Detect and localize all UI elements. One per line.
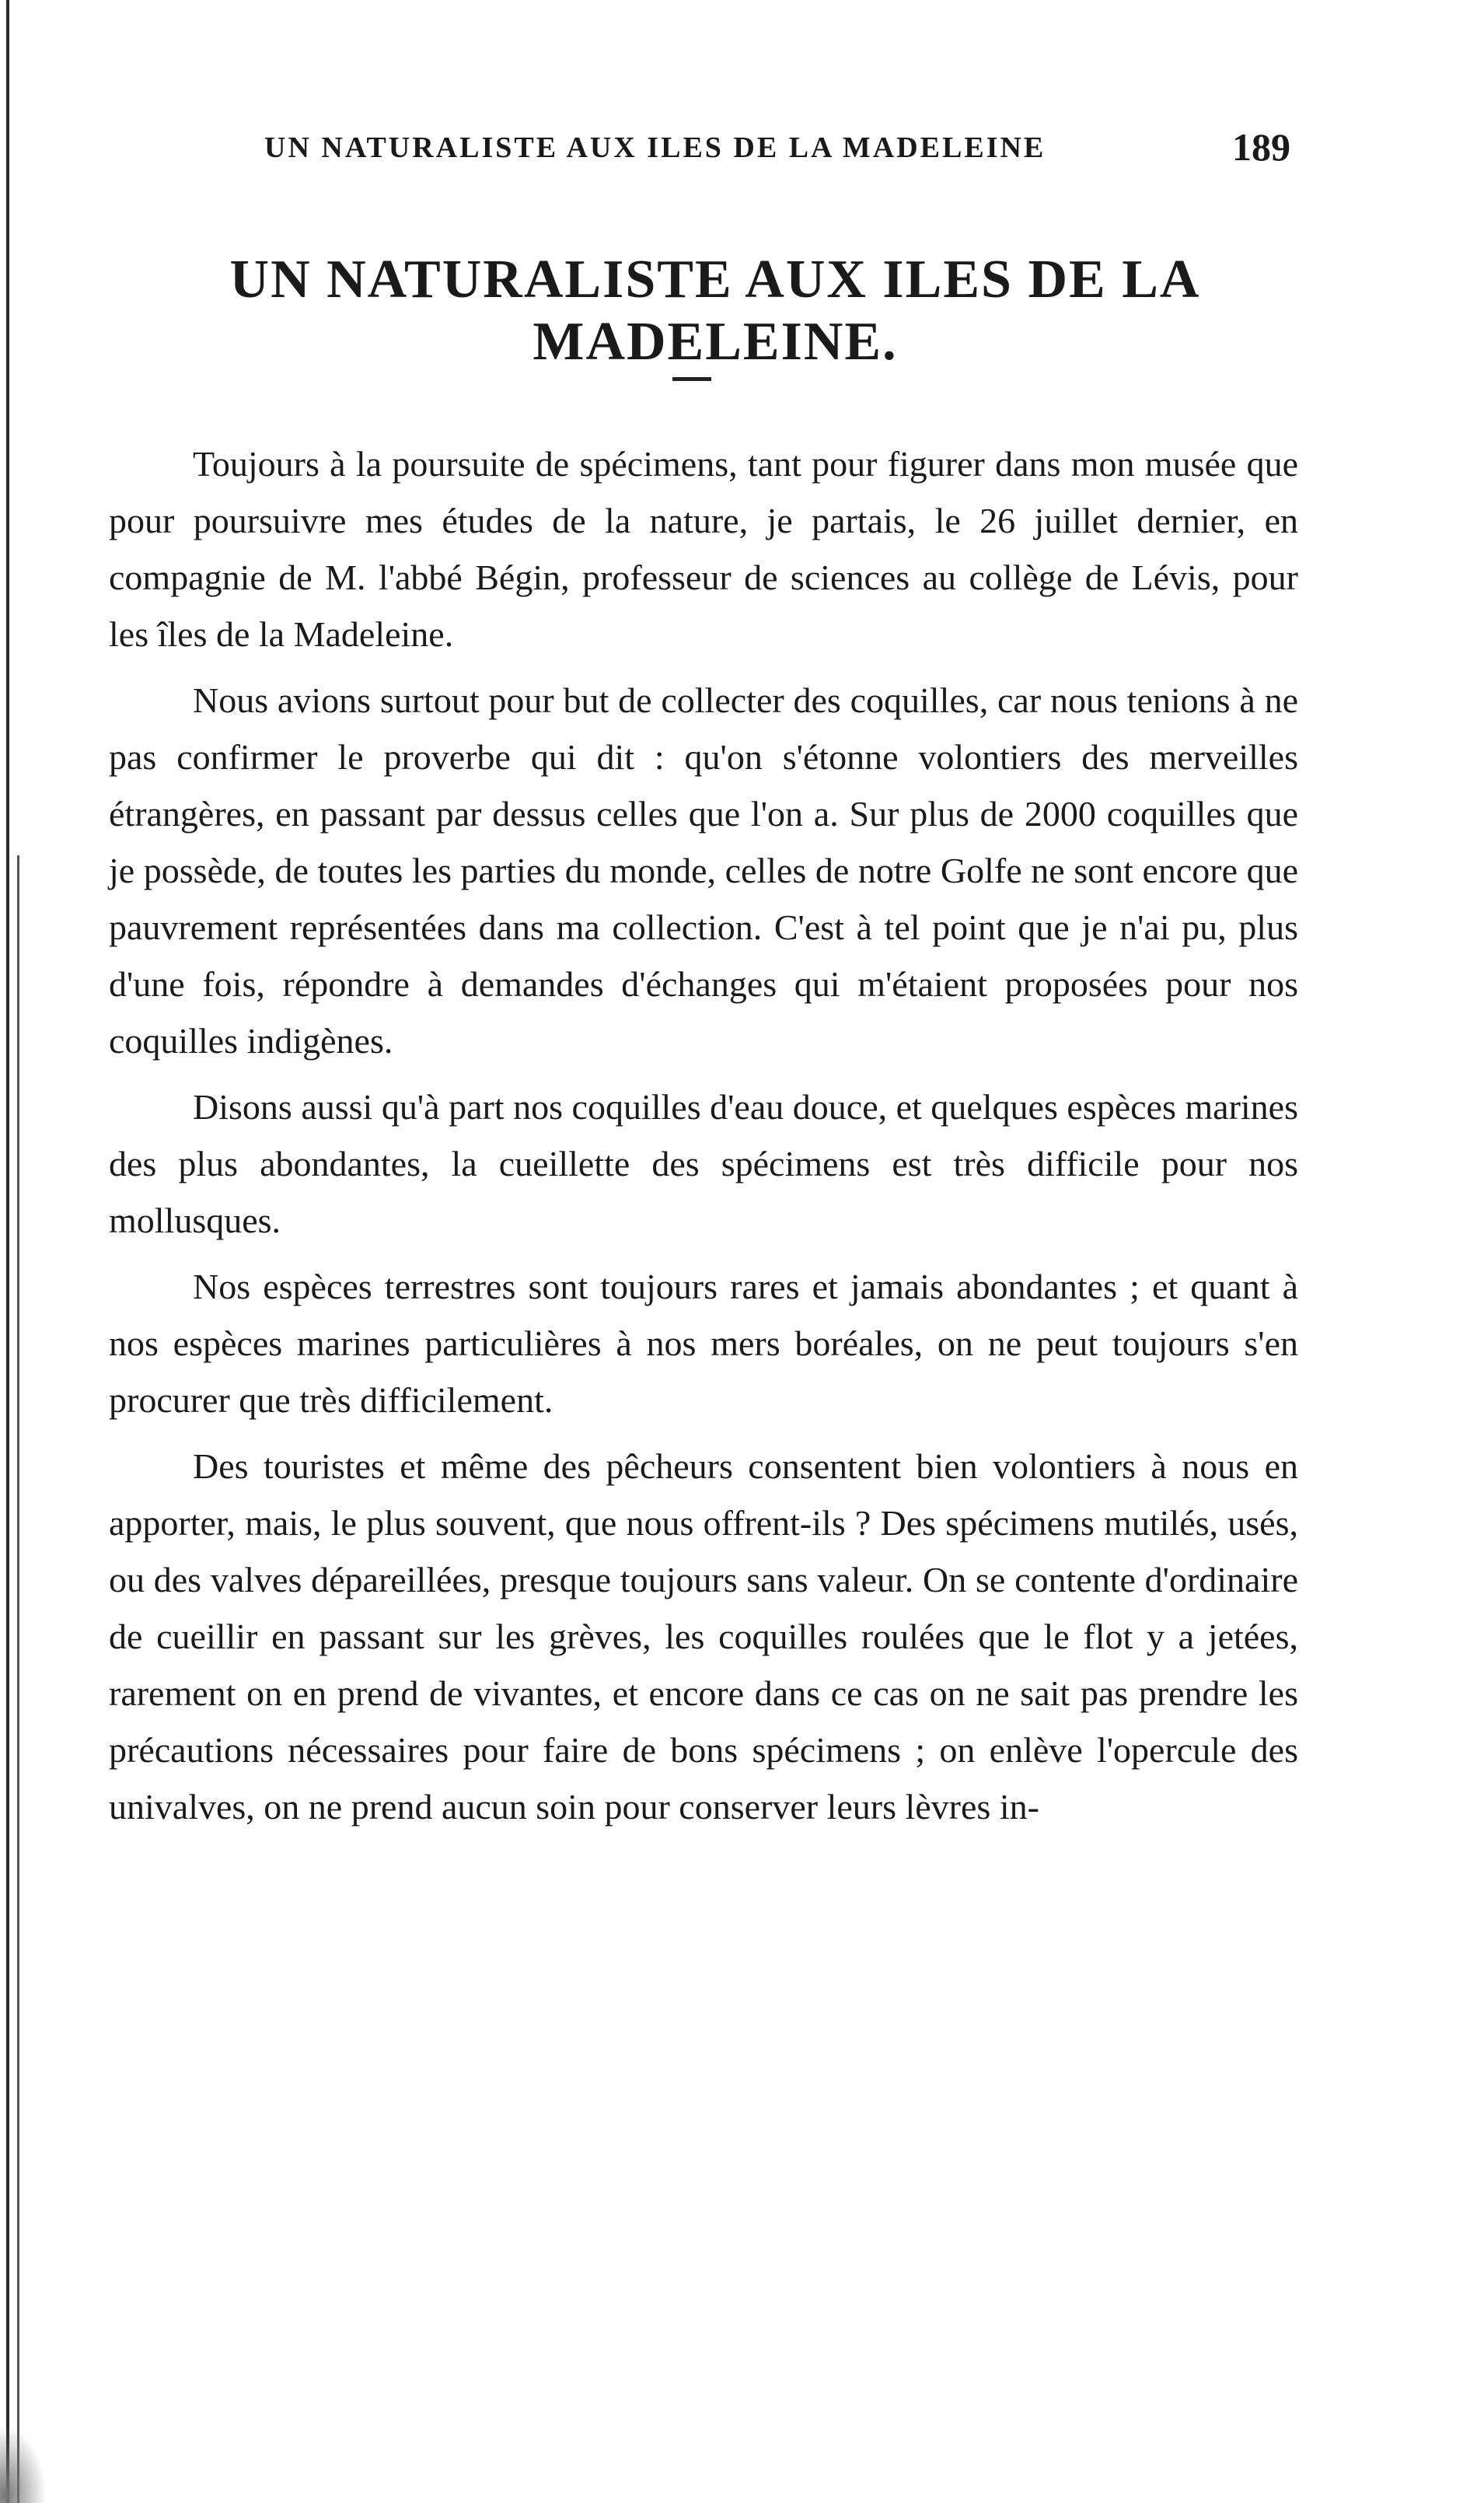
paragraph-3: Disons aussi qu'à part nos coquilles d'eau douce, et quelques espèces marines des plus abondantes, la cueillette des spécimens est très difficile pour nos mollusques. [109,1087,1298,1240]
page-binding-edge [6,0,9,2503]
paragraph-2: Nous avions surtout pour but de collecter des coquilles, car nous tenions à ne pas confirmer le proverbe qui dit : qu'on s'étonne volontiers des merveilles étrangères, en passant par dessus celles que l'on a. Sur plus de 2000 coquilles que je possède, de toutes les parties du monde, celles de notre Golfe ne sont encore que pauvrement représentées dans ma collection. C'est à tel point que je n'ai pu, plus d'une fois, répondre à demandes d'échanges qui m'étaient proposées pour nos coquilles indigènes. [109,680,1298,1061]
paragraph-5: Des touristes et même des pêcheurs consentent bien volontiers à nous en apporter, mais, le plus souvent, que nous offrent-ils ? Des spécimens mutilés, usés, ou des valves dépareillées, presque toujours sans valeur. On se contente d'ordinaire de cueillir en passant sur les grèves, les coquilles roulées que le flot y a jetées, rarement on en prend de vivantes, et encore dans ce cas on ne sait pas prendre les précautions nécessaires pour faire de bons spécimens ; on enlève l'opercule des univalves, on ne prend aucun soin pour conserver leurs lèvres in- [109,1446,1298,1827]
title-rule [672,377,711,381]
page-shadow-edge [17,855,19,2503]
paragraph-1: Toujours à la poursuite de spécimens, tant pour figurer dans mon musée que pour poursuivre mes études de la nature, je partais, le 26 juillet dernier, en compagnie de M. l'abbé Bégin, professeur de sciences au collège de Lévis, pour les îles de la Madeleine. [109,444,1298,654]
corner-smudge [0,2426,47,2503]
running-title: UN NATURALISTE AUX ILES DE LA MADELEINE [264,131,1046,164]
article-title: UN NATURALISTE AUX ILES DE LA MADELEINE. [229,250,1201,372]
page-number: 189 [1232,125,1290,169]
paragraph-4: Nos espèces terrestres sont toujours rares et jamais abondantes ; et quant à nos espèces marines particulières à nos mers boréales, on ne peut toujours s'en procurer que très difficilement. [109,1267,1298,1420]
article-body [109,435,1298,1844]
running-header [264,124,1290,171]
